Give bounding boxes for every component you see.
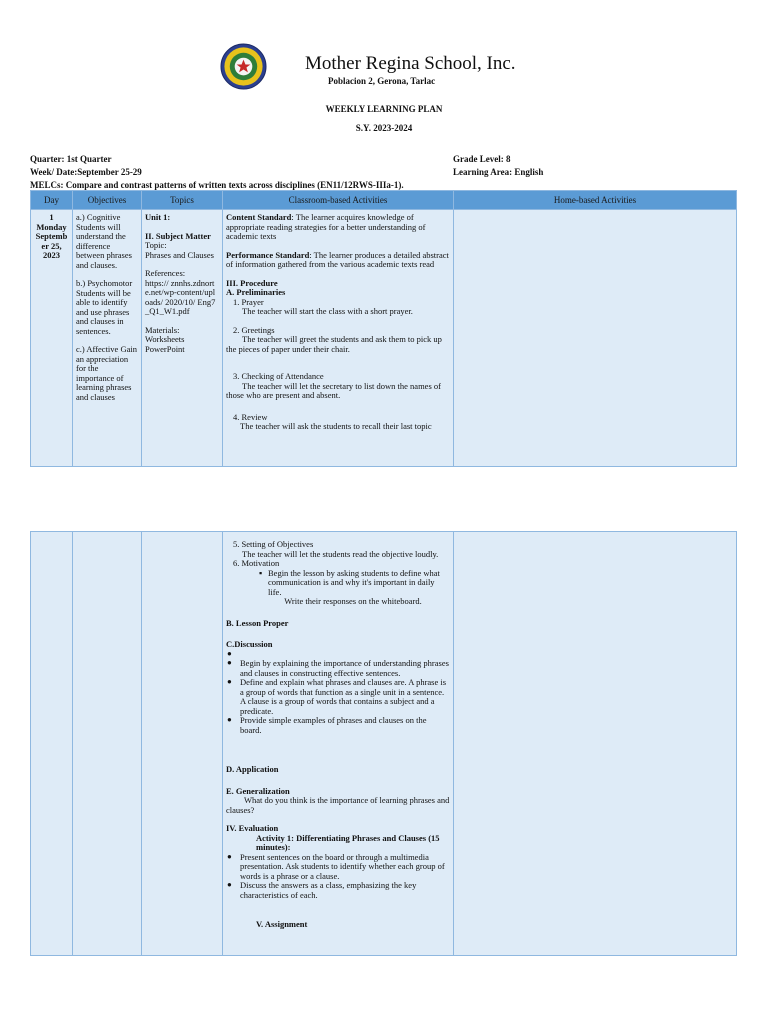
procedure-heading: III. Procedure bbox=[226, 277, 278, 288]
performance-standard-label: Performance Standard bbox=[226, 249, 310, 260]
school-name: Mother Regina School, Inc. bbox=[305, 53, 516, 74]
discussion-list bbox=[226, 650, 450, 736]
day-cell bbox=[31, 532, 73, 956]
unit-label: Unit 1: bbox=[145, 212, 171, 222]
list-item: ● Provide simple examples of phrases and clauses on the board. bbox=[240, 716, 450, 735]
classroom-activities-cell: Content Standard: The learner acquires knowledge of appropriate reading strategies for a better understanding of academic texts Performance Standard: The learner produces a detailed abstract of information gathered from the various academic texts read III. Procedure A. Preliminaries 1. Prayer The teacher will start the class with a short prayer. 2. Greetings The teacher will greet the students and ask them to pick up the pieces of paper under their chair. 3. Checking of Attendance The teacher will let the secretary to list down the names of those who are present and absent. 4. Review The teacher will ask the students to recall their last topic bbox=[223, 210, 454, 467]
home-activities-cell bbox=[454, 210, 737, 467]
content-standard-label: Content Standard bbox=[226, 213, 292, 222]
table-row bbox=[31, 210, 737, 467]
list-item: ● Begin by explaining the importance of understanding phrases and clauses in constructing effective sentences. bbox=[240, 659, 450, 678]
material-item: PowerPoint bbox=[145, 343, 185, 354]
home-activities-cell bbox=[454, 532, 737, 956]
evaluation-list bbox=[226, 853, 450, 901]
activity-heading: Activity 1: Differentiating Phrases and Clauses (15 minutes): bbox=[256, 832, 440, 853]
topics-cell: Unit 1: II. Subject Matter Topic: Phrases and Clauses References: https:// znnhs.zdnorte.net/wp-content/uploads/ 2020/10/ Eng7_Q1_W1.pdf Materials: Worksheets PowerPoint bbox=[142, 210, 223, 467]
header-home-activities: Home-based Activities bbox=[454, 191, 737, 210]
objective-affective: c.) Affective Gain an appreciation for the importance of learning phrases and clauses bbox=[76, 344, 137, 402]
list-item: ▪ Begin the lesson by asking students to define what communication is and why it's important in daily life. bbox=[268, 569, 450, 598]
evaluation-heading: IV. Evaluation bbox=[226, 823, 279, 834]
table-row bbox=[31, 532, 737, 956]
list-item: ● Present sentences on the board or through a multimedia presentation. Ask students to identify whether each group of words is a phrase or a clause. bbox=[240, 853, 450, 882]
learning-area-label: Learning Area: English bbox=[453, 167, 544, 177]
grade-level-label: Grade Level: 8 bbox=[453, 154, 511, 164]
header-day: Day bbox=[31, 191, 73, 210]
list-item: ● Discuss the answers as a class, emphasizing the key characteristics of each. bbox=[240, 881, 450, 900]
week-date-label: Week/ Date:September 25-29 bbox=[30, 167, 142, 177]
motivation-list bbox=[226, 569, 450, 598]
assignment-heading: V. Assignment bbox=[256, 919, 308, 930]
objectives-cell bbox=[73, 210, 142, 467]
preliminaries-heading: A. Preliminaries bbox=[226, 287, 286, 298]
header-topics: Topics bbox=[142, 191, 223, 210]
weekly-plan-table-continued bbox=[30, 531, 737, 956]
day-cell: 1 Monday Septemb er 25, 2023 bbox=[31, 210, 73, 467]
material-item: Worksheets bbox=[145, 334, 185, 345]
objective-psychomotor: b.) Psychomotor Students will be able to identify and use phrases and clauses in sentences. bbox=[76, 278, 133, 336]
lesson-proper-heading: B. Lesson Proper bbox=[226, 617, 289, 628]
application-heading: D. Application bbox=[226, 764, 279, 775]
objective-cognitive: a.) Cognitive Students will understand the difference between phrases and clauses. bbox=[76, 212, 132, 270]
school-address: Poblacion 2, Gerona, Tarlac bbox=[328, 76, 436, 86]
list-item: ● Define and explain what phrases and clauses are. A phrase is a group of words that function as a single unit in a sentence. A clause is a group of words that contains a subject and a predicate. bbox=[240, 678, 450, 716]
topic-value: Phrases and Clauses bbox=[145, 249, 214, 260]
melcs-label: MELCs: Compare and contrast patterns of written texts across disciplines (EN11/12RWS-IIIa-1). bbox=[30, 180, 404, 190]
discussion-heading: C.Discussion bbox=[226, 639, 273, 650]
generalization-heading: E. Generalization bbox=[226, 785, 290, 796]
school-year: S.Y. 2023-2024 bbox=[355, 123, 413, 133]
subject-matter-heading: II. Subject Matter bbox=[145, 230, 211, 241]
reference-url: https:// znnhs.zdnorte.net/wp-content/uploads/ 2020/10/ Eng7_Q1_W1.pdf bbox=[145, 277, 216, 317]
weekly-plan-table bbox=[30, 190, 737, 467]
header-classroom-activities: Classroom-based Activities bbox=[223, 191, 454, 210]
school-seal-logo bbox=[220, 43, 267, 90]
objectives-cell bbox=[73, 532, 142, 956]
plan-title: WEEKLY LEARNING PLAN bbox=[325, 104, 443, 114]
header-objectives: Objectives bbox=[73, 191, 142, 210]
quarter-label: Quarter: 1st Quarter bbox=[30, 154, 112, 164]
classroom-activities-cell: 5. Setting of Objectives The teacher will let the students read the objective loudly. 6. Motivation ▪ Begin the lesson by asking students to define what communication is and why it's important in daily life. Write their responses on the whiteboard. B. Lesson Proper C.Discussion ● ● Begin by explaining the importance of understanding phrases and clauses in constructing effective sentences. ● Define and explain what phrases and clauses are. A phrase is a group of words that function as a single unit in a sentence. A clause is a group of words that contains a subject and a predicate. ● Provide simple examples of phrases and clauses on the board. D. Application E. Generalization What do you think is the importance of learning phrases and clauses? IV. Evaluation Activity 1: Differentiating Phrases and Clauses (15 minutes): ● Present sentences on the board or through a multimedia presentation. Ask students to identify whether each group of words is a phrase or a clause. ● Discuss the answers as a class, emphasizing the key characteristics of each. V. Assignment bbox=[223, 532, 454, 956]
topics-cell bbox=[142, 532, 223, 956]
table-header-row bbox=[31, 191, 737, 210]
